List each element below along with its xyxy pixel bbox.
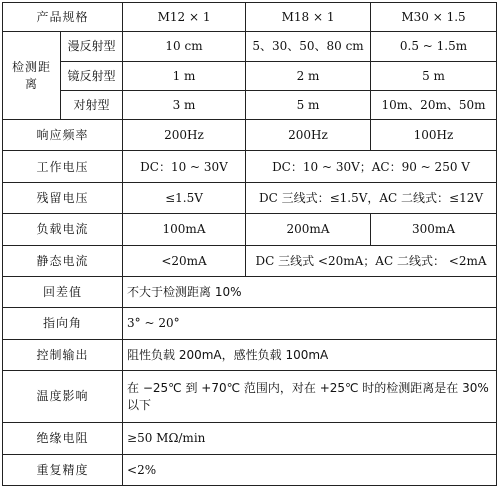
table-cell: 200Hz [246, 120, 371, 151]
detection-type: 镜反射型 [61, 61, 123, 90]
table-row [3, 120, 497, 151]
table-cell: 100Hz [371, 120, 497, 151]
temperature-label: 温度影响 [3, 370, 123, 422]
detection-label: 检测距离 [3, 32, 61, 120]
table-cell: 0.5 ~ 1.5m [371, 32, 497, 61]
table-row [3, 245, 497, 276]
detection-type: 对射型 [61, 90, 123, 119]
table-cell: 3° ~ 20° [123, 308, 497, 339]
table-cell: 300mA [371, 214, 497, 245]
response-label: 响应频率 [3, 120, 123, 151]
table-row [3, 32, 497, 61]
table-cell: DC：10 ~ 30V [123, 151, 246, 182]
table-row [3, 182, 497, 213]
output-label: 控制输出 [3, 339, 123, 370]
table-row [3, 90, 497, 119]
residual-label: 残留电压 [3, 182, 123, 213]
table-row [3, 339, 497, 370]
insulation-label: 绝缘电阻 [3, 423, 123, 454]
table-cell: DC：10 ~ 30V；AC：90 ~ 250 V [246, 151, 497, 182]
hysteresis-label: 回差值 [3, 276, 123, 307]
table-cell: 5、30、50、80 cm [246, 32, 371, 61]
table-cell: 5 m [246, 90, 371, 119]
table-cell: 在 −25℃ 到 +70℃ 范围内，对在 +25℃ 时的检测距离是在 30% 以下 [123, 370, 497, 422]
table-cell: 2 m [246, 61, 371, 90]
table-cell: 阻性负载 200mA，感性负载 100mA [123, 339, 497, 370]
table-row [3, 151, 497, 182]
table-cell: 10 cm [123, 32, 246, 61]
detection-type: 漫反射型 [61, 32, 123, 61]
table-cell: 不大于检测距离 10% [123, 276, 497, 307]
table-row [3, 370, 497, 422]
model-m12: M12 × 1 [123, 3, 246, 32]
table-cell: <20mA [123, 245, 246, 276]
table-row [3, 276, 497, 307]
static-label: 静态电流 [3, 245, 123, 276]
load-label: 负载电流 [3, 214, 123, 245]
header-row [3, 3, 497, 32]
table-cell: <2% [123, 454, 497, 485]
table-cell: 5 m [371, 61, 497, 90]
table-cell: 1 m [123, 61, 246, 90]
repeat-label: 重复精度 [3, 454, 123, 485]
table-cell: 200mA [246, 214, 371, 245]
table-row [3, 61, 497, 90]
angle-label: 指向角 [3, 308, 123, 339]
table-cell: 200Hz [123, 120, 246, 151]
table-cell: 10m、20m、50m [371, 90, 497, 119]
table-cell: ≤1.5V [123, 182, 246, 213]
model-m30: M30 × 1.5 [371, 3, 497, 32]
model-m18: M18 × 1 [246, 3, 371, 32]
table-row [3, 454, 497, 485]
voltage-label: 工作电压 [3, 151, 123, 182]
spec-table [2, 2, 497, 486]
table-row [3, 214, 497, 245]
table-cell: 3 m [123, 90, 246, 119]
table-cell: 100mA [123, 214, 246, 245]
table-cell: ≥50 MΩ/min [123, 423, 497, 454]
table-row [3, 308, 497, 339]
header-label: 产品规格 [3, 3, 123, 32]
table-cell: DC 三线式 <20mA；AC 二线式： <2mA [246, 245, 497, 276]
table-row [3, 423, 497, 454]
table-cell: DC 三线式：≤1.5V，AC 二线式：≤12V [246, 182, 497, 213]
